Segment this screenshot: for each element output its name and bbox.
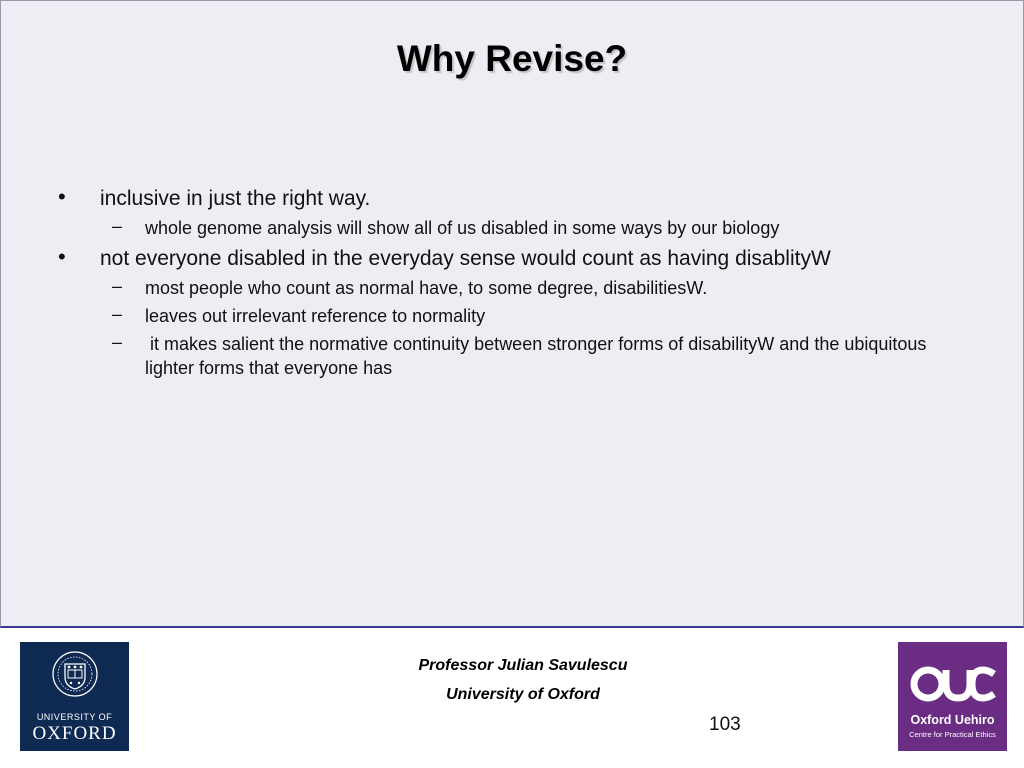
oxford-logo-line2: OXFORD (32, 723, 117, 744)
oxford-crest-icon (52, 648, 98, 704)
bullet-item (58, 244, 958, 274)
bullet-text: inclusive in just the right way. (100, 187, 371, 210)
bullet-item (58, 184, 958, 214)
sub-bullet-marker: – (112, 332, 123, 352)
sub-bullet-text: it makes salient the normative continuity between stronger forms of disabilityW and the ubiquitous lighter forms that everyone has (145, 334, 932, 378)
uehiro-logo-line2: Centre for Practical Ethics (909, 730, 996, 739)
oxford-logo (20, 642, 129, 751)
footer-institution: University of Oxford (446, 686, 600, 703)
sub-bullet-marker: – (112, 304, 123, 324)
sub-bullet-marker: – (112, 216, 123, 236)
sub-bullet-marker: – (112, 276, 123, 296)
uehiro-logo-line1: Oxford Uehiro (910, 713, 995, 727)
sub-bullet-text: most people who count as normal have, to some degree, disabilitiesW. (145, 278, 708, 298)
oxford-logo-line1: UNIVERSITY OF (36, 712, 113, 722)
sub-bullet-text: whole genome analysis will show all of us disabled in some ways by our biology (145, 218, 780, 238)
sub-bullet-item (58, 216, 958, 240)
page-number: 103 (709, 714, 741, 735)
uehiro-logo (898, 642, 1007, 751)
bullet-marker: • (58, 244, 66, 269)
bullet-marker: • (58, 184, 66, 209)
sub-bullet-text: leaves out irrelevant reference to normality (145, 306, 486, 326)
bullet-list (58, 184, 958, 384)
footer-presenter: Professor Julian Savulescu (418, 657, 628, 674)
sub-bullet-item (58, 332, 958, 380)
bullet-text: not everyone disabled in the everyday sense would count as having disablityW (100, 247, 831, 270)
sub-bullet-item (58, 276, 958, 300)
sub-bullet-item (58, 304, 958, 328)
slide-title: Why Revise? (396, 38, 628, 79)
ouc-mark-icon (906, 660, 999, 708)
